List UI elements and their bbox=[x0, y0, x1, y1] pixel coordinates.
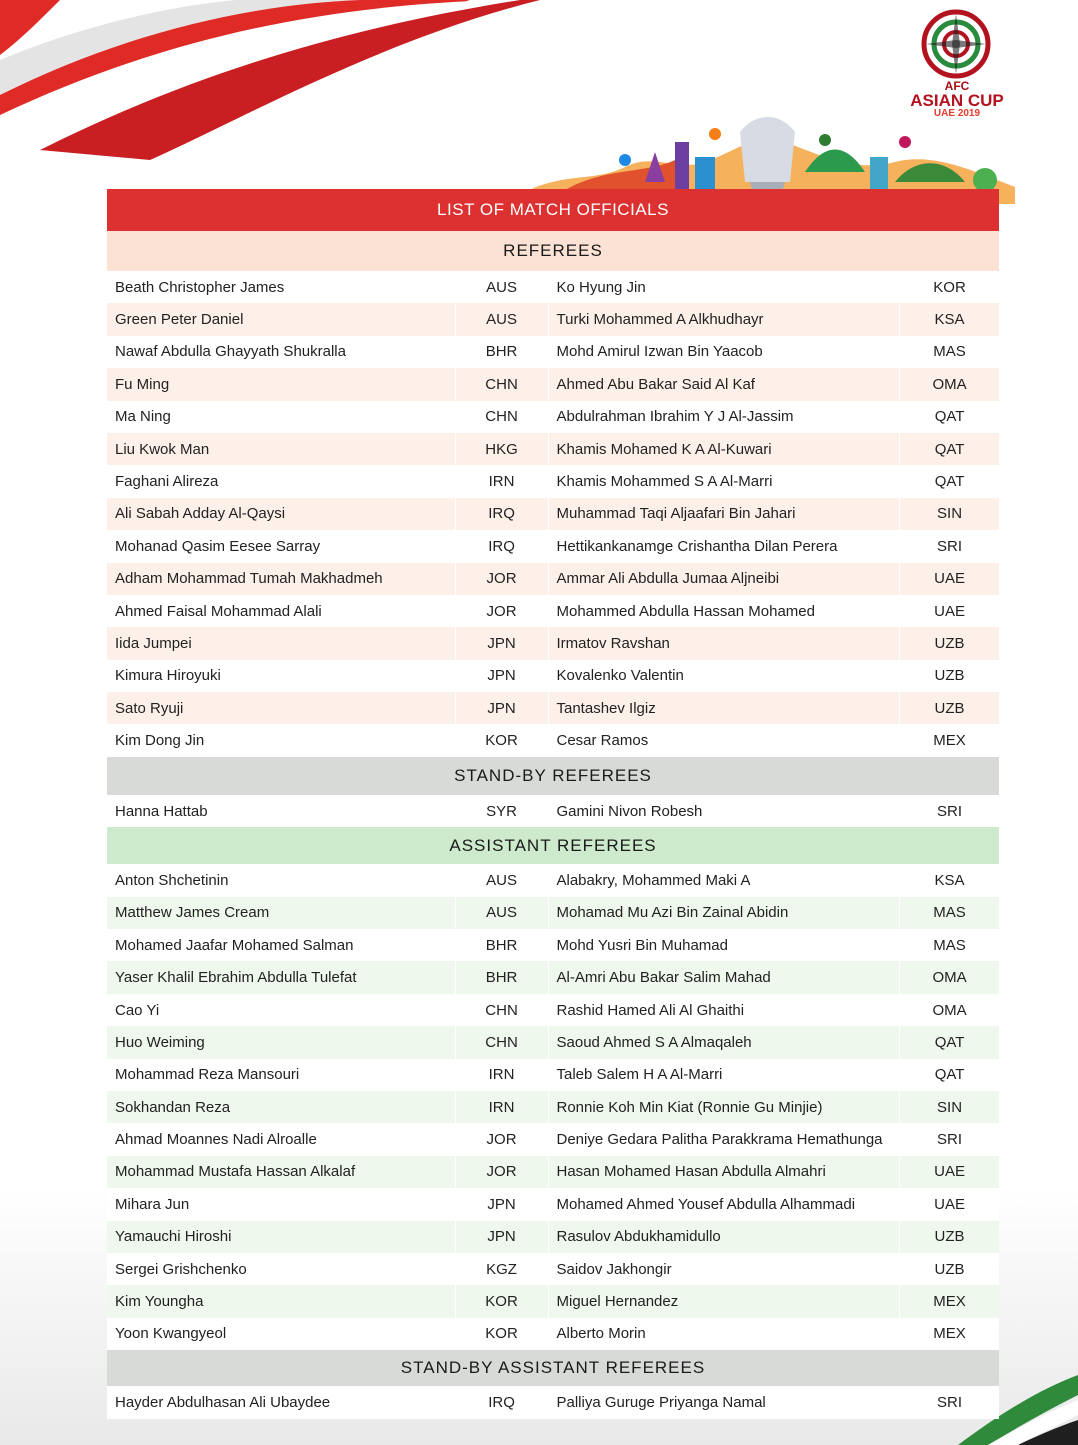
official-country: AUS bbox=[456, 864, 549, 896]
official-name: Fu Ming bbox=[107, 368, 456, 400]
official-name: Hettikankanamge Crishantha Dilan Perera bbox=[549, 530, 901, 562]
official-country: QAT bbox=[934, 408, 965, 426]
section-header-standby-referees: STAND-BY REFEREES bbox=[107, 757, 999, 795]
official-country: KOR bbox=[456, 1285, 549, 1317]
official-name: Anton Shchetinin bbox=[107, 864, 456, 896]
official-country: SYR bbox=[456, 795, 549, 827]
official-name: Ma Ning bbox=[107, 401, 456, 433]
official-country: SRI bbox=[937, 537, 963, 555]
referees-list bbox=[107, 271, 999, 757]
table-row bbox=[107, 961, 999, 993]
official-name: Mohd Amirul Izwan Bin Yaacob bbox=[549, 336, 901, 368]
official-country: IRN bbox=[456, 1059, 549, 1091]
official-name: Hasan Mohamed Hasan Abdulla Almahri bbox=[549, 1156, 901, 1188]
official-name: Irmatov Ravshan bbox=[549, 627, 901, 659]
official-country: CHN bbox=[456, 1026, 549, 1058]
official-country: CHN bbox=[456, 994, 549, 1026]
official-name: Yaser Khalil Ebrahim Abdulla Tulefat bbox=[107, 961, 456, 993]
standby-assistant-referees-list bbox=[107, 1386, 999, 1418]
official-country: HKG bbox=[456, 433, 549, 465]
official-country: QAT bbox=[934, 1033, 965, 1051]
official-name: Saoud Ahmed S A Almaqaleh bbox=[549, 1026, 901, 1058]
official-country: JPN bbox=[456, 627, 549, 659]
table-row bbox=[107, 271, 999, 303]
official-name: Mohamed Ahmed Yousef Abdulla Alhammadi bbox=[549, 1188, 901, 1220]
official-country: MEX bbox=[933, 732, 966, 750]
table-row bbox=[107, 660, 999, 692]
official-country: UZB bbox=[934, 699, 965, 717]
table-row bbox=[107, 864, 999, 896]
official-name: Mohanad Qasim Eesee Sarray bbox=[107, 530, 456, 562]
official-country: QAT bbox=[934, 1066, 965, 1084]
official-country: KSA bbox=[934, 871, 965, 889]
official-name: Saidov Jakhongir bbox=[549, 1253, 901, 1285]
table-row bbox=[107, 1188, 999, 1220]
table-row bbox=[107, 692, 999, 724]
official-name: Mihara Jun bbox=[107, 1188, 456, 1220]
official-name: Mohammad Mustafa Hassan Alkalaf bbox=[107, 1156, 456, 1188]
official-name: Ahmed Abu Bakar Said Al Kaf bbox=[549, 368, 901, 400]
official-country: OMA bbox=[932, 375, 967, 393]
table-row bbox=[107, 897, 999, 929]
official-country: MEX bbox=[933, 1325, 966, 1343]
official-name: Alberto Morin bbox=[549, 1318, 901, 1350]
official-name: Taleb Salem H A Al-Marri bbox=[549, 1059, 901, 1091]
table-row bbox=[107, 433, 999, 465]
official-country: UAE bbox=[934, 1195, 965, 1213]
table-row bbox=[107, 627, 999, 659]
official-country: OMA bbox=[932, 1001, 967, 1019]
official-name: Abdulrahman Ibrahim Y J Al-Jassim bbox=[549, 401, 901, 433]
logo-line-uae: UAE 2019 bbox=[933, 108, 981, 119]
table-row bbox=[107, 724, 999, 756]
table-row bbox=[107, 1059, 999, 1091]
official-name: Sokhandan Reza bbox=[107, 1091, 456, 1123]
table-row bbox=[107, 1386, 999, 1418]
official-country: SIN bbox=[937, 1098, 963, 1116]
official-country: IRN bbox=[456, 465, 549, 497]
official-country: IRN bbox=[456, 1091, 549, 1123]
table-row bbox=[107, 1221, 999, 1253]
official-name: Mohammed Abdulla Hassan Mohamed bbox=[549, 595, 901, 627]
official-country: IRQ bbox=[456, 1386, 549, 1418]
official-name: Khamis Mohammed S A Al-Marri bbox=[549, 465, 901, 497]
official-country: UZB bbox=[934, 634, 965, 652]
official-country: OMA bbox=[932, 969, 967, 987]
official-name: Ammar Ali Abdulla Jumaa Aljneibi bbox=[549, 563, 901, 595]
official-name: Kim Youngha bbox=[107, 1285, 456, 1317]
official-name: Hanna Hattab bbox=[107, 795, 456, 827]
table-title: LIST OF MATCH OFFICIALS bbox=[107, 189, 999, 231]
official-name: Yoon Kwangyeol bbox=[107, 1318, 456, 1350]
table-row bbox=[107, 1285, 999, 1317]
official-name: Liu Kwok Man bbox=[107, 433, 456, 465]
official-country: JOR bbox=[456, 1123, 549, 1155]
official-country: QAT bbox=[934, 473, 965, 491]
table-row bbox=[107, 1026, 999, 1058]
official-country: KOR bbox=[933, 278, 966, 296]
official-country: MAS bbox=[933, 936, 966, 954]
official-country: JPN bbox=[456, 1221, 549, 1253]
table-row bbox=[107, 1318, 999, 1350]
official-name: Mohd Yusri Bin Muhamad bbox=[549, 929, 901, 961]
official-name: Kimura Hiroyuki bbox=[107, 660, 456, 692]
official-country: UZB bbox=[934, 667, 965, 685]
logo-line-afc: AFC bbox=[944, 79, 970, 93]
official-name: Tantashev Ilgiz bbox=[549, 692, 901, 724]
official-country: MEX bbox=[933, 1293, 966, 1311]
official-name: Kim Dong Jin bbox=[107, 724, 456, 756]
table-row bbox=[107, 336, 999, 368]
official-name: Sato Ryuji bbox=[107, 692, 456, 724]
official-name: Muhammad Taqi Aljaafari Bin Jahari bbox=[549, 498, 901, 530]
table-row bbox=[107, 563, 999, 595]
table-row bbox=[107, 303, 999, 335]
official-name: Adham Mohammad Tumah Makhadmeh bbox=[107, 563, 456, 595]
official-name: Deniye Gedara Palitha Parakkrama Hemathunga bbox=[549, 1123, 901, 1155]
official-country: UAE bbox=[934, 602, 965, 620]
official-country: BHR bbox=[456, 961, 549, 993]
table-row bbox=[107, 929, 999, 961]
table-row bbox=[107, 1091, 999, 1123]
table-row bbox=[107, 401, 999, 433]
official-name: Mohammad Reza Mansouri bbox=[107, 1059, 456, 1091]
official-country: SRI bbox=[937, 802, 963, 820]
official-name: Ahmad Moannes Nadi Alroalle bbox=[107, 1123, 456, 1155]
section-header-referees: REFEREES bbox=[107, 231, 999, 271]
official-name: Mohamad Mu Azi Bin Zainal Abidin bbox=[549, 897, 901, 929]
official-country: JPN bbox=[456, 1188, 549, 1220]
official-name: Huo Weiming bbox=[107, 1026, 456, 1058]
official-country: JOR bbox=[456, 563, 549, 595]
official-country: UZB bbox=[934, 1260, 965, 1278]
official-name: Al-Amri Abu Bakar Salim Mahad bbox=[549, 961, 901, 993]
official-name: Rasulov Abdukhamidullo bbox=[549, 1221, 901, 1253]
table-row bbox=[107, 530, 999, 562]
official-name: Ahmed Faisal Mohammad Alali bbox=[107, 595, 456, 627]
official-name: Iida Jumpei bbox=[107, 627, 456, 659]
official-name: Yamauchi Hiroshi bbox=[107, 1221, 456, 1253]
official-country: JOR bbox=[456, 1156, 549, 1188]
official-country: KSA bbox=[934, 311, 965, 329]
table-row bbox=[107, 1123, 999, 1155]
official-country: UAE bbox=[934, 570, 965, 588]
official-country: CHN bbox=[456, 368, 549, 400]
official-name: Beath Christopher James bbox=[107, 271, 456, 303]
official-country: AUS bbox=[456, 303, 549, 335]
official-country: MAS bbox=[933, 904, 966, 922]
official-name: Khamis Mohamed K A Al-Kuwari bbox=[549, 433, 901, 465]
official-country: JPN bbox=[456, 660, 549, 692]
official-country: UAE bbox=[934, 1163, 965, 1181]
official-name: Cao Yi bbox=[107, 994, 456, 1026]
official-country: BHR bbox=[456, 929, 549, 961]
table-row bbox=[107, 795, 999, 827]
official-name: Miguel Hernandez bbox=[549, 1285, 901, 1317]
official-country: SRI bbox=[937, 1131, 963, 1149]
official-country: UZB bbox=[934, 1228, 965, 1246]
table-row bbox=[107, 498, 999, 530]
official-name: Ko Hyung Jin bbox=[549, 271, 901, 303]
table-row bbox=[107, 368, 999, 400]
officials-table bbox=[107, 189, 999, 1419]
official-country: JOR bbox=[456, 595, 549, 627]
official-name: Kovalenko Valentin bbox=[549, 660, 901, 692]
table-row bbox=[107, 1253, 999, 1285]
official-name: Rashid Hamed Ali Al Ghaithi bbox=[549, 994, 901, 1026]
table-row bbox=[107, 994, 999, 1026]
official-country: QAT bbox=[934, 440, 965, 458]
official-country: SRI bbox=[937, 1393, 963, 1411]
official-name: Ronnie Koh Min Kiat (Ronnie Gu Minjie) bbox=[549, 1091, 901, 1123]
official-country: IRQ bbox=[456, 530, 549, 562]
official-country: KGZ bbox=[456, 1253, 549, 1285]
official-country: KOR bbox=[456, 1318, 549, 1350]
standby-referees-list bbox=[107, 795, 999, 827]
official-name: Mohamed Jaafar Mohamed Salman bbox=[107, 929, 456, 961]
official-country: IRQ bbox=[456, 498, 549, 530]
official-country: KOR bbox=[456, 724, 549, 756]
official-name: Green Peter Daniel bbox=[107, 303, 456, 335]
official-name: Cesar Ramos bbox=[549, 724, 901, 756]
official-name: Nawaf Abdulla Ghayyath Shukralla bbox=[107, 336, 456, 368]
official-name: Gamini Nivon Robesh bbox=[549, 795, 901, 827]
official-name: Faghani Alireza bbox=[107, 465, 456, 497]
official-country: MAS bbox=[933, 343, 966, 361]
official-name: Sergei Grishchenko bbox=[107, 1253, 456, 1285]
official-name: Matthew James Cream bbox=[107, 897, 456, 929]
official-country: BHR bbox=[456, 336, 549, 368]
official-country: SIN bbox=[937, 505, 963, 523]
official-country: CHN bbox=[456, 401, 549, 433]
table-row bbox=[107, 465, 999, 497]
official-country: JPN bbox=[456, 692, 549, 724]
logo-line-asian-cup: ASIAN CUP bbox=[910, 91, 1004, 110]
section-header-standby-assistant-referees: STAND-BY ASSISTANT REFEREES bbox=[107, 1350, 999, 1386]
official-name: Palliya Guruge Priyanga Namal bbox=[549, 1386, 901, 1418]
table-row bbox=[107, 1156, 999, 1188]
official-country: AUS bbox=[456, 271, 549, 303]
official-name: Turki Mohammed A Alkhudhayr bbox=[549, 303, 901, 335]
official-name: Ali Sabah Adday Al-Qaysi bbox=[107, 498, 456, 530]
table-row bbox=[107, 595, 999, 627]
assistant-referees-list bbox=[107, 864, 999, 1350]
official-name: Hayder Abdulhasan Ali Ubaydee bbox=[107, 1386, 456, 1418]
official-country: AUS bbox=[456, 897, 549, 929]
official-name: Alabakry, Mohammed Maki A bbox=[549, 864, 901, 896]
section-header-assistant-referees: ASSISTANT REFEREES bbox=[107, 827, 999, 864]
ribbon-decoration bbox=[0, 0, 540, 170]
